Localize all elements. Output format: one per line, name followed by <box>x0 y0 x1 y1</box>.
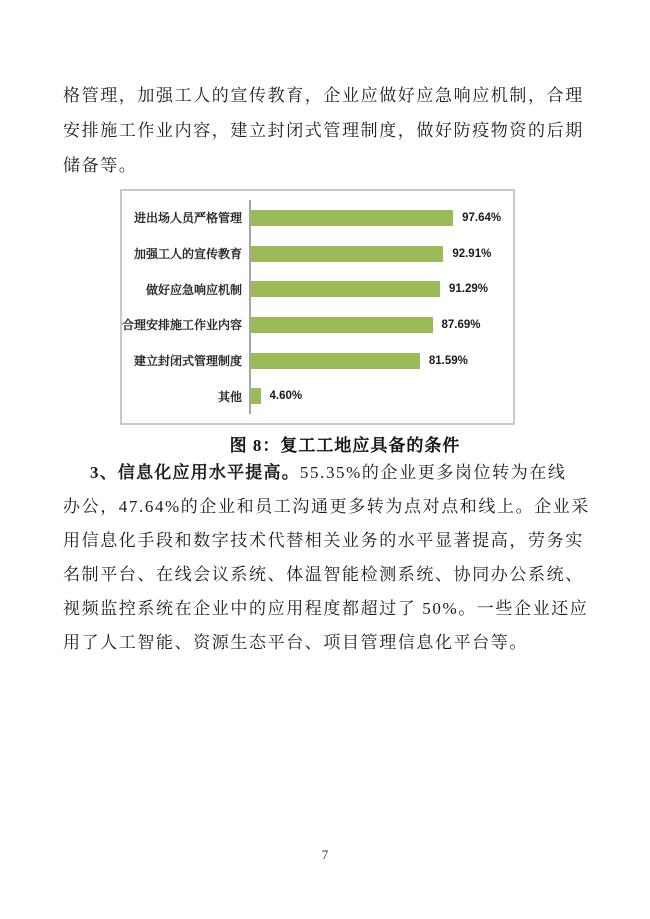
section-lead-rest: 55.35%的企业更多岗位转为在线 <box>299 463 567 482</box>
chart-row <box>122 271 513 307</box>
paragraph-line <box>63 456 587 490</box>
bar-area <box>249 343 513 379</box>
category-label: 做好应急响应机制 <box>145 282 242 297</box>
bar <box>251 353 420 369</box>
category-label: 合理安排施工作业内容 <box>122 318 243 333</box>
paragraph-line: 安排施工作业内容，建立封闭式管理制度，做好防疫物资的后期 <box>63 121 584 140</box>
paragraph-section3 <box>63 456 591 660</box>
paragraph-line: 办公，47.64%的企业和员工沟通更多转为点对点和线上。企业采 <box>63 497 591 516</box>
bar <box>251 388 261 404</box>
value-label: 4.60% <box>269 390 303 403</box>
chart-row <box>122 307 513 343</box>
paragraph-line: 储备等。 <box>63 156 138 175</box>
bar-area <box>249 236 513 272</box>
bar <box>251 210 453 226</box>
chart-row <box>122 343 513 379</box>
category-label: 加强工人的宣传教育 <box>133 247 242 262</box>
bar-area <box>249 307 513 343</box>
chart-rows <box>122 200 513 414</box>
paragraph-line: 视频监控系统在企业中的应用程度都超过了 50%。一些企业还应 <box>63 599 589 618</box>
value-label: 91.29% <box>448 283 488 296</box>
paragraph-line: 名制平台、在线会议系统、体温智能检测系统、协同办公系统、 <box>63 565 584 584</box>
bar-area <box>249 271 513 307</box>
bar-area <box>249 378 513 414</box>
value-label: 92.91% <box>452 247 492 260</box>
section-heading-bold: 3、信息化应用水平提高。 <box>90 463 300 482</box>
category-label: 进出场人员严格管理 <box>133 211 242 226</box>
category-label: 其他 <box>217 389 242 404</box>
paragraph-line: 格管理，加强工人的宣传教育，企业应做好应急响应机制，合理 <box>63 86 584 105</box>
figure-caption: 图 8：复工工地应具备的条件 <box>229 436 461 455</box>
bar-area <box>249 200 513 236</box>
paragraph-line: 用信息化手段和数字技术代替相关业务的水平显著提高，劳务实 <box>63 531 584 550</box>
bar <box>251 317 433 333</box>
paragraph-line: 用了人工智能、资源生态平台、项目管理信息化平台等。 <box>63 633 528 652</box>
chart-row <box>122 200 513 236</box>
value-label: 97.64% <box>462 211 502 224</box>
page-number: 7 <box>321 847 329 862</box>
value-label: 81.59% <box>428 354 468 367</box>
value-label: 87.69% <box>441 318 481 331</box>
bar-chart-figure <box>120 189 515 425</box>
chart-row <box>122 378 513 414</box>
bar <box>251 246 443 262</box>
category-label: 建立封闭式管理制度 <box>133 354 242 369</box>
paragraph-intro <box>63 78 587 183</box>
bar <box>251 281 440 297</box>
chart-row <box>122 236 513 272</box>
